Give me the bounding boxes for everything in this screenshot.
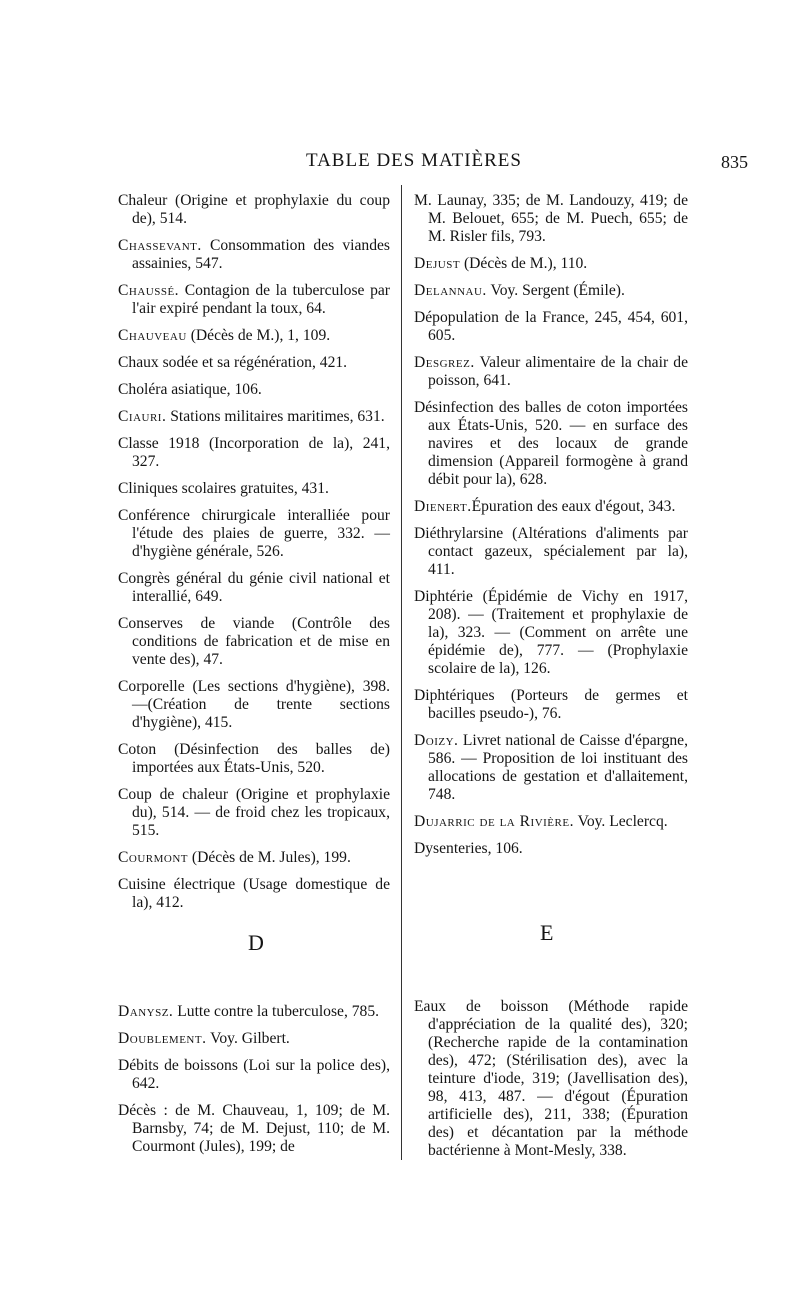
index-entry bbox=[118, 678, 390, 732]
index-entry bbox=[118, 327, 390, 345]
page-number: 835 bbox=[721, 152, 748, 172]
entry-author-name: Dejust bbox=[414, 255, 461, 272]
index-entry bbox=[414, 588, 688, 678]
index-entry bbox=[414, 192, 688, 246]
index-entry bbox=[118, 192, 390, 228]
section-letter-e: E bbox=[540, 920, 554, 945]
entry-text: M. Launay, 335; de M. Landouzy, 419; de M. Belouet, 655; de M. Puech, 655; de M. Risler fils, 793. bbox=[414, 192, 688, 245]
entry-text: Chaux sodée et sa régénération, 421. bbox=[118, 354, 348, 371]
index-entry bbox=[118, 1057, 390, 1093]
entry-text: Congrès général du génie civil national et interallié, 649. bbox=[118, 570, 390, 605]
entry-text: Cliniques scolaires gratuites, 431. bbox=[118, 480, 329, 497]
entry-author-name: Delannau. bbox=[414, 282, 487, 299]
entry-text: Consommation des viandes assainies, 547. bbox=[132, 237, 390, 272]
index-entry bbox=[118, 1003, 390, 1021]
index-entry bbox=[118, 876, 390, 912]
left-column-section-entries bbox=[118, 1003, 390, 1165]
entry-text: Coup de chaleur (Origine et prophylaxie du), 514. — de froid chez les tropicaux, 515. bbox=[118, 786, 390, 839]
entry-text: Stations militaires maritimes, 631. bbox=[166, 408, 385, 425]
index-entry bbox=[414, 813, 688, 831]
index-entry bbox=[118, 849, 390, 867]
column-divider bbox=[401, 185, 402, 1160]
entry-text: Cuisine électrique (Usage domestique de la), 412. bbox=[118, 876, 390, 911]
entry-text: Chaleur (Origine et prophylaxie du coup de), 514. bbox=[118, 192, 390, 227]
entry-text: Contagion de la tuberculose par l'air expiré pendant la toux, 64. bbox=[132, 282, 390, 317]
entry-text: Dépopulation de la France, 245, 454, 601, 605. bbox=[414, 309, 688, 344]
index-entry bbox=[118, 354, 390, 372]
entry-author-name: Doublement. bbox=[118, 1030, 207, 1047]
entry-text: Voy. Gilbert. bbox=[206, 1030, 290, 1047]
index-entry bbox=[414, 282, 688, 300]
entry-text: (Décès de M.), 1, 109. bbox=[186, 327, 331, 344]
entry-author-name: Danysz. bbox=[118, 1003, 174, 1020]
right-column-entries bbox=[414, 192, 688, 867]
index-entry bbox=[118, 507, 390, 561]
index-entry bbox=[414, 255, 688, 273]
entry-text: Conserves de viande (Contrôle des conditions de fabrication et de mise en vente des), 47. bbox=[118, 615, 390, 668]
right-column-section-entries bbox=[414, 998, 688, 1169]
index-entry bbox=[118, 480, 390, 498]
entry-text: Voy. Sergent (Émile). bbox=[486, 282, 625, 299]
index-entry bbox=[118, 741, 390, 777]
index-entry bbox=[118, 282, 390, 318]
index-entry bbox=[118, 615, 390, 669]
index-entry bbox=[414, 498, 688, 516]
entry-author-name: Courmont bbox=[118, 849, 189, 866]
entry-author-name: Desgrez. bbox=[414, 354, 475, 371]
entry-text: (Décès de M.), 110. bbox=[460, 255, 588, 272]
entry-author-name: Doizy. bbox=[414, 732, 459, 749]
entry-author-name: Chaussé. bbox=[118, 282, 180, 299]
index-entry bbox=[414, 525, 688, 579]
entry-text: Valeur alimentaire de la chair de poisson, 641. bbox=[428, 354, 688, 389]
index-entry bbox=[118, 408, 390, 426]
entry-text: Classe 1918 (Incorporation de la), 241, 327. bbox=[118, 435, 390, 470]
entry-text: Diphtériques (Porteurs de germes et bacilles pseudo-), 76. bbox=[414, 687, 688, 722]
entry-text: Décès : de M. Chauveau, 1, 109; de M. Barnsby, 74; de M. Dejust, 110; de M. Courmont (Jules), 199; de bbox=[118, 1102, 390, 1155]
entry-author-name: Dujarric de la Rivière. bbox=[414, 813, 574, 830]
entry-text: Conférence chirurgicale interalliée pour l'étude des plaies de guerre, 332. — d'hygiène générale, 526. bbox=[118, 507, 390, 560]
index-entry bbox=[414, 732, 688, 804]
index-entry bbox=[414, 354, 688, 390]
index-entry bbox=[414, 840, 688, 858]
running-title: TABLE DES MATIÈRES bbox=[306, 150, 522, 171]
index-entry bbox=[118, 570, 390, 606]
index-entry bbox=[118, 1030, 390, 1048]
entry-text: Coton (Désinfection des balles de) importées aux États-Unis, 520. bbox=[118, 741, 390, 776]
index-entry bbox=[414, 998, 688, 1160]
entry-text: Diéthrylarsine (Altérations d'aliments par contact gazeux, spécialement par la), 411. bbox=[414, 525, 688, 578]
entry-author-name: Chauveau bbox=[118, 327, 187, 344]
index-entry bbox=[414, 399, 688, 489]
index-entry bbox=[118, 786, 390, 840]
entry-author-name: Dienert. bbox=[414, 498, 472, 515]
index-entry bbox=[118, 237, 390, 273]
entry-text: Lutte contre la tuberculose, 785. bbox=[173, 1003, 380, 1020]
entry-text: Livret national de Caisse d'épargne, 586. — Proposition de loi instituant des allocations de gestation et d'allaitement, 748. bbox=[428, 732, 688, 803]
index-entry bbox=[118, 435, 390, 471]
entry-text: Désinfection des balles de coton importées aux États-Unis, 520. — en surface des navires et des locaux de grande dimension (Appareil formogène à grand débit pour la), 628. bbox=[414, 399, 688, 488]
entry-text: Débits de boissons (Loi sur la police des), 642. bbox=[118, 1057, 390, 1092]
entry-author-name: Chassevant. bbox=[118, 237, 202, 254]
index-entry bbox=[118, 1102, 390, 1156]
entry-text: Corporelle (Les sections d'hygiène), 398.—(Création de trente sections d'hygiène), 415. bbox=[118, 678, 390, 731]
section-letter-d: D bbox=[248, 930, 264, 955]
entry-text: Dysenteries, 106. bbox=[414, 840, 523, 857]
entry-text: Choléra asiatique, 106. bbox=[118, 381, 262, 398]
entry-text: (Décès de M. Jules), 199. bbox=[188, 849, 351, 866]
index-entry bbox=[414, 687, 688, 723]
entry-text: Diphtérie (Épidémie de Vichy en 1917, 208). — (Traitement et prophylaxie de la), 323. — (Comment on arrête une épidémie de), 777. — (Prophylaxie scolaire de la), 126. bbox=[414, 588, 688, 677]
page-header bbox=[0, 150, 800, 180]
entry-text: Voy. Leclercq. bbox=[573, 813, 668, 830]
entry-author-name: Ciauri. bbox=[118, 408, 167, 425]
index-entry bbox=[414, 309, 688, 345]
entry-text: Eaux de boisson (Méthode rapide d'appréciation de la qualité des), 320; (Recherche rapide de la contamination des), 472; (Stérilisation des), avec la teinture d'iode, 319; (Javellisation des), 98, 413, 487. — d'égout (Épuration artificielle des), 211, 338; (Épuration des) et décantation par la méthode bactérienne à Mont-Mesly, 338. bbox=[414, 998, 688, 1159]
entry-text: Épuration des eaux d'égout, 343. bbox=[471, 498, 676, 515]
left-column-entries bbox=[118, 192, 390, 921]
index-entry bbox=[118, 381, 390, 399]
